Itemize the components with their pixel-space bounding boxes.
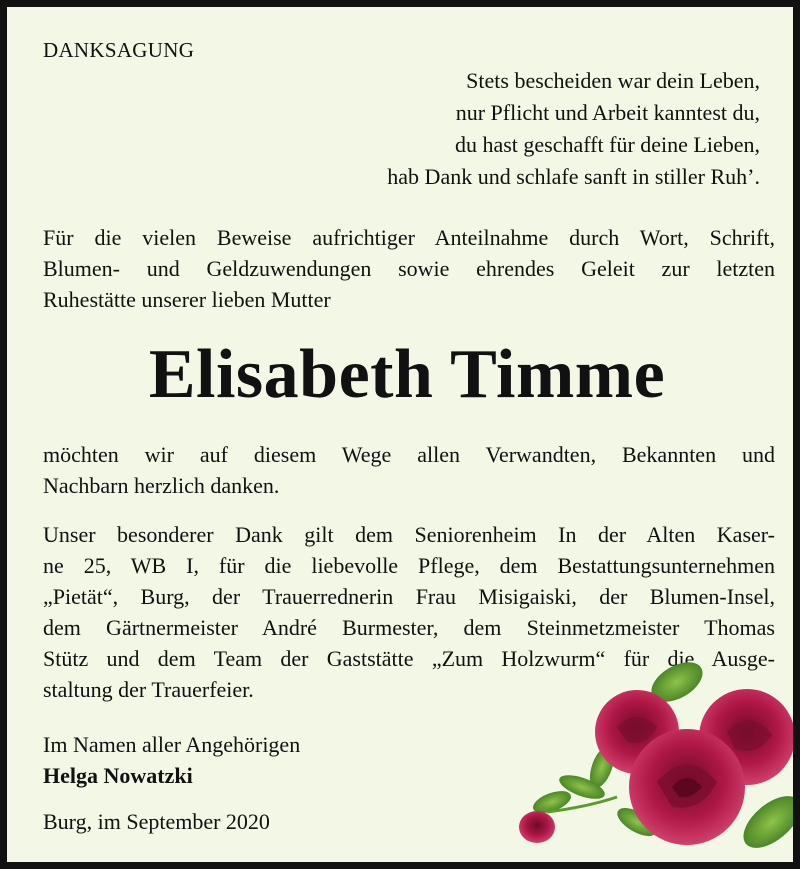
deceased-name: Elisabeth Timme bbox=[148, 336, 666, 413]
text-line: Für die vielen Beweise aufrichtiger Anteilnahme durch Wort, Schrift, bbox=[43, 225, 775, 250]
thanks-paragraph bbox=[43, 439, 775, 501]
poem bbox=[387, 65, 760, 193]
intro-paragraph bbox=[43, 222, 775, 315]
poem-line: Stets bescheiden war dein Leben, bbox=[466, 68, 760, 93]
text-line: Nachbarn herzlich danken. bbox=[43, 473, 280, 498]
notice-heading: DANKSAGUNG bbox=[43, 38, 195, 62]
on-behalf-text: Im Namen aller Angehörigen bbox=[43, 732, 301, 757]
text-line: ne 25, WB I, für die liebevolle Pflege, dem Bestattungsunternehmen bbox=[43, 553, 775, 578]
roses-icon bbox=[507, 647, 800, 869]
text-line: staltung der Trauerfeier. bbox=[43, 677, 254, 702]
text-line: Stütz und dem Team der Gaststätte „Zum Holzwurm“ für die Ausge- bbox=[43, 646, 775, 671]
text-line: Unser besonderer Dank gilt dem Seniorenheim In der Alten Kaser- bbox=[43, 522, 775, 547]
text-line: Blumen- und Geldzuwendungen sowie ehrendes Geleit zur letzten bbox=[43, 256, 775, 281]
place-date: Burg, im September 2020 bbox=[43, 809, 270, 834]
text-line: „Pietät“, Burg, der Trauerrednerin Frau Misigaiski, der Blumen-Insel, bbox=[43, 584, 775, 609]
signature-block bbox=[43, 729, 300, 791]
poem-line: nur Pflicht und Arbeit kanntest du, bbox=[455, 100, 760, 125]
poem-line: du hast geschafft für deine Lieben, bbox=[454, 132, 760, 157]
signer-name: Helga Nowatzki bbox=[43, 763, 193, 788]
text-line: Ruhestätte unserer lieben Mutter bbox=[43, 287, 331, 312]
text-line: dem Gärtnermeister André Burmester, dem Steinmetzmeister Thomas bbox=[43, 615, 775, 640]
text-line: möchten wir auf diesem Wege allen Verwandten, Bekannten und bbox=[43, 442, 775, 467]
poem-line: hab Dank und schlafe sanft in stiller Ruh’. bbox=[387, 164, 760, 189]
